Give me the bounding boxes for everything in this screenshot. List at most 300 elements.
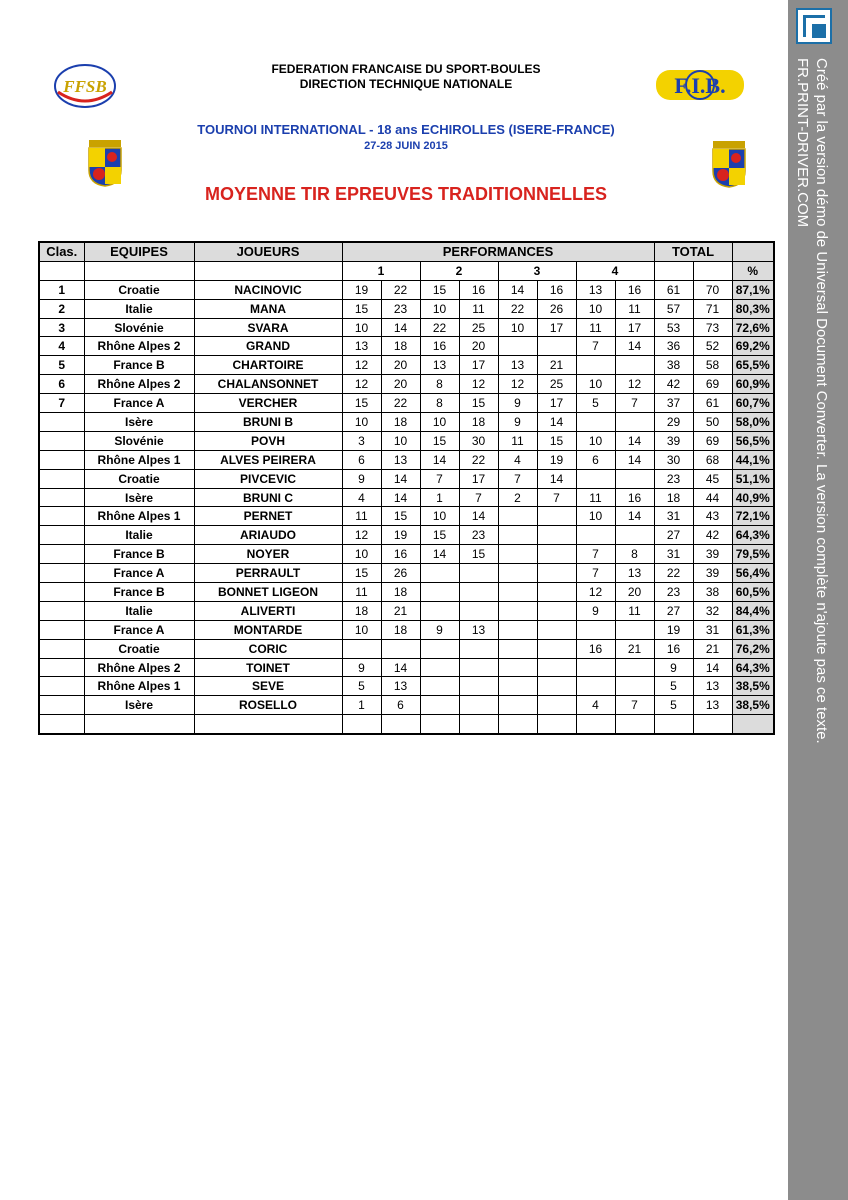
performance-cell: 20 <box>381 375 420 394</box>
total-cell: 13 <box>693 696 732 715</box>
player-cell: PIVCEVIC <box>194 469 342 488</box>
total-cell: 53 <box>654 318 693 337</box>
percentage-cell: 60,5% <box>732 583 774 602</box>
performance-cell: 13 <box>420 356 459 375</box>
subheader-blank <box>194 261 342 280</box>
team-cell: France A <box>84 620 194 639</box>
performance-cell: 17 <box>459 469 498 488</box>
performance-cell: 10 <box>420 413 459 432</box>
page-title: MOYENNE TIR EPREUVES TRADITIONNELLES <box>204 184 608 204</box>
performance-cell: 14 <box>381 318 420 337</box>
subheader-blank <box>39 261 84 280</box>
total-cell: 61 <box>654 280 693 299</box>
performance-cell <box>459 658 498 677</box>
performance-cell: 10 <box>420 299 459 318</box>
performance-cell <box>420 601 459 620</box>
performance-cell <box>615 469 654 488</box>
performance-cell: 13 <box>342 337 381 356</box>
rank-cell: 1 <box>39 280 84 299</box>
player-cell: GRAND <box>194 337 342 356</box>
performance-cell: 14 <box>420 545 459 564</box>
performance-cell: 10 <box>381 431 420 450</box>
performance-cell <box>576 469 615 488</box>
team-cell: Rhône Alpes 1 <box>84 677 194 696</box>
performance-cell: 9 <box>420 620 459 639</box>
performance-cell: 25 <box>537 375 576 394</box>
performance-cell <box>459 677 498 696</box>
team-cell: France B <box>84 583 194 602</box>
percentage-cell: 84,4% <box>732 601 774 620</box>
total-cell: 42 <box>654 375 693 394</box>
performance-cell <box>537 601 576 620</box>
performance-cell <box>498 677 537 696</box>
header-pct-blank <box>732 242 774 261</box>
percentage-cell: 56,4% <box>732 564 774 583</box>
total-cell: 45 <box>693 469 732 488</box>
total-cell: 27 <box>654 601 693 620</box>
table-row <box>39 488 774 507</box>
table-row <box>39 337 774 356</box>
performance-cell: 15 <box>381 507 420 526</box>
results-table <box>38 241 775 735</box>
performance-cell <box>537 545 576 564</box>
performance-cell: 11 <box>576 318 615 337</box>
performance-cell: 16 <box>576 639 615 658</box>
team-cell: Slovénie <box>84 318 194 337</box>
player-cell <box>194 715 342 734</box>
performance-cell: 7 <box>576 545 615 564</box>
total-cell: 14 <box>693 658 732 677</box>
performance-cell: 7 <box>420 469 459 488</box>
percentage-cell: 58,0% <box>732 413 774 432</box>
performance-cell: 16 <box>615 488 654 507</box>
performance-cell: 10 <box>576 431 615 450</box>
performance-cell: 21 <box>537 356 576 375</box>
converter-watermark-sidebar <box>788 0 848 1200</box>
performance-cell: 15 <box>420 431 459 450</box>
table-row <box>39 677 774 696</box>
performance-cell: 23 <box>381 299 420 318</box>
performance-cell: 12 <box>342 356 381 375</box>
rank-cell: 7 <box>39 394 84 413</box>
performance-cell: 14 <box>615 431 654 450</box>
watermark-text <box>793 58 831 744</box>
round-number: 4 <box>576 261 654 280</box>
percentage-cell: 72,1% <box>732 507 774 526</box>
total-cell: 42 <box>693 526 732 545</box>
performance-cell <box>537 715 576 734</box>
rank-cell <box>39 715 84 734</box>
player-cell: CHALANSONNET <box>194 375 342 394</box>
performance-cell: 15 <box>342 564 381 583</box>
performance-cell: 13 <box>498 356 537 375</box>
player-cell: PERRAULT <box>194 564 342 583</box>
total-cell: 13 <box>693 677 732 696</box>
performance-cell <box>342 639 381 658</box>
rank-cell <box>39 507 84 526</box>
rank-cell: 4 <box>39 337 84 356</box>
performance-cell: 7 <box>498 469 537 488</box>
header-joueurs: JOUEURS <box>194 242 342 261</box>
tournament-title: TOURNOI INTERNATIONAL - 18 ans ECHIROLLES (ISERE-FRANCE) <box>197 122 615 137</box>
performance-cell: 20 <box>459 337 498 356</box>
team-cell: Croatie <box>84 280 194 299</box>
performance-cell: 11 <box>459 299 498 318</box>
percentage-cell: 44,1% <box>732 450 774 469</box>
team-cell: Rhône Alpes 2 <box>84 375 194 394</box>
performance-cell: 7 <box>615 696 654 715</box>
performance-cell <box>498 601 537 620</box>
performance-cell <box>498 620 537 639</box>
percentage-cell: 56,5% <box>732 431 774 450</box>
performance-cell: 30 <box>459 431 498 450</box>
total-cell: 31 <box>693 620 732 639</box>
percentage-cell: 72,6% <box>732 318 774 337</box>
performance-cell: 11 <box>615 601 654 620</box>
performance-cell <box>537 639 576 658</box>
total-cell: 36 <box>654 337 693 356</box>
performance-cell: 9 <box>498 394 537 413</box>
performance-cell: 17 <box>615 318 654 337</box>
performance-cell: 10 <box>342 545 381 564</box>
performance-cell: 10 <box>498 318 537 337</box>
player-cell: NACINOVIC <box>194 280 342 299</box>
performance-cell: 15 <box>342 394 381 413</box>
performance-cell <box>498 545 537 564</box>
total-cell: 68 <box>693 450 732 469</box>
table-row <box>39 450 774 469</box>
rank-cell <box>39 564 84 583</box>
performance-cell: 12 <box>576 583 615 602</box>
player-cell: BRUNI B <box>194 413 342 432</box>
performance-cell: 15 <box>537 431 576 450</box>
performance-cell <box>498 583 537 602</box>
performance-cell: 13 <box>381 677 420 696</box>
tournament-dates: 27-28 JUIN 2015 <box>364 140 448 152</box>
player-cell: BRUNI C <box>194 488 342 507</box>
performance-cell <box>342 715 381 734</box>
performance-cell: 14 <box>537 469 576 488</box>
performance-cell <box>576 620 615 639</box>
performance-cell: 19 <box>381 526 420 545</box>
performance-cell <box>537 620 576 639</box>
rank-cell: 3 <box>39 318 84 337</box>
performance-cell: 9 <box>498 413 537 432</box>
total-cell: 5 <box>654 696 693 715</box>
performance-cell <box>459 583 498 602</box>
performance-cell: 12 <box>342 526 381 545</box>
performance-cell: 11 <box>342 507 381 526</box>
performance-cell: 2 <box>498 488 537 507</box>
percentage-cell: 65,5% <box>732 356 774 375</box>
rank-cell <box>39 677 84 696</box>
performance-cell <box>498 639 537 658</box>
percentage-cell: 69,2% <box>732 337 774 356</box>
performance-cell: 20 <box>381 356 420 375</box>
federation-name: FEDERATION FRANCAISE DU SPORT-BOULES <box>271 62 541 76</box>
performance-cell <box>459 696 498 715</box>
total-cell: 32 <box>693 601 732 620</box>
performance-cell <box>615 677 654 696</box>
performance-cell <box>459 564 498 583</box>
player-cell: NOYER <box>194 545 342 564</box>
team-cell: Rhône Alpes 1 <box>84 507 194 526</box>
team-cell: Slovénie <box>84 431 194 450</box>
performance-cell: 9 <box>342 469 381 488</box>
team-cell: Italie <box>84 601 194 620</box>
performance-cell: 16 <box>615 280 654 299</box>
total-cell: 22 <box>654 564 693 583</box>
rank-cell <box>39 658 84 677</box>
performance-cell: 12 <box>498 375 537 394</box>
total-cell: 5 <box>654 677 693 696</box>
percentage-cell <box>732 715 774 734</box>
performance-cell <box>576 658 615 677</box>
performance-cell <box>576 413 615 432</box>
ffsb-logo-text: FFSB <box>63 77 107 96</box>
performance-cell: 6 <box>342 450 381 469</box>
performance-cell: 15 <box>420 280 459 299</box>
performance-cell: 4 <box>342 488 381 507</box>
right-crest-icon <box>709 139 749 189</box>
total-cell: 31 <box>654 507 693 526</box>
performance-cell: 16 <box>537 280 576 299</box>
performance-cell: 22 <box>459 450 498 469</box>
total-cell: 39 <box>693 564 732 583</box>
performance-cell: 14 <box>381 469 420 488</box>
performance-cell <box>498 696 537 715</box>
performance-cell: 10 <box>576 299 615 318</box>
performance-cell: 18 <box>381 620 420 639</box>
total-cell: 70 <box>693 280 732 299</box>
player-cell: CHARTOIRE <box>194 356 342 375</box>
player-cell: CORIC <box>194 639 342 658</box>
header-equipes: EQUIPES <box>84 242 194 261</box>
performance-cell: 26 <box>381 564 420 583</box>
performance-cell <box>420 564 459 583</box>
player-cell: SVARA <box>194 318 342 337</box>
performance-cell: 22 <box>420 318 459 337</box>
team-cell: France A <box>84 564 194 583</box>
performance-cell: 9 <box>342 658 381 677</box>
performance-cell: 14 <box>381 488 420 507</box>
performance-cell: 18 <box>342 601 381 620</box>
performance-cell <box>615 715 654 734</box>
performance-cell: 5 <box>576 394 615 413</box>
table-row <box>39 696 774 715</box>
performance-cell: 6 <box>381 696 420 715</box>
performance-cell: 7 <box>576 564 615 583</box>
percentage-cell: 60,9% <box>732 375 774 394</box>
percentage-cell: 64,3% <box>732 658 774 677</box>
subheader-blank <box>654 261 693 280</box>
performance-cell: 21 <box>381 601 420 620</box>
player-cell: ALIVERTI <box>194 601 342 620</box>
performance-cell: 10 <box>342 620 381 639</box>
performance-cell <box>420 583 459 602</box>
rank-cell: 6 <box>39 375 84 394</box>
performance-cell: 16 <box>420 337 459 356</box>
performance-cell: 11 <box>342 583 381 602</box>
performance-cell: 19 <box>342 280 381 299</box>
subheader-blank <box>693 261 732 280</box>
total-cell: 9 <box>654 658 693 677</box>
performance-cell: 12 <box>459 375 498 394</box>
percentage-cell: 80,3% <box>732 299 774 318</box>
performance-cell <box>537 564 576 583</box>
team-cell: France A <box>84 394 194 413</box>
performance-cell: 10 <box>420 507 459 526</box>
performance-cell <box>420 639 459 658</box>
rank-cell <box>39 431 84 450</box>
performance-cell: 14 <box>459 507 498 526</box>
performance-cell: 1 <box>342 696 381 715</box>
percentage-cell: 38,5% <box>732 677 774 696</box>
performance-cell: 11 <box>498 431 537 450</box>
performance-cell: 1 <box>420 488 459 507</box>
table-row <box>39 526 774 545</box>
total-cell: 52 <box>693 337 732 356</box>
performance-cell: 14 <box>498 280 537 299</box>
team-cell: Rhône Alpes 2 <box>84 658 194 677</box>
team-cell <box>84 715 194 734</box>
performance-cell: 14 <box>420 450 459 469</box>
performance-cell: 14 <box>381 658 420 677</box>
total-cell: 69 <box>693 431 732 450</box>
team-cell: Croatie <box>84 639 194 658</box>
performance-cell: 14 <box>615 507 654 526</box>
player-cell: MONTARDE <box>194 620 342 639</box>
total-cell: 50 <box>693 413 732 432</box>
performance-cell <box>381 639 420 658</box>
team-cell: Rhône Alpes 2 <box>84 337 194 356</box>
team-cell: France B <box>84 356 194 375</box>
rank-cell <box>39 469 84 488</box>
total-cell: 27 <box>654 526 693 545</box>
total-cell: 38 <box>693 583 732 602</box>
total-cell: 71 <box>693 299 732 318</box>
performance-cell: 23 <box>459 526 498 545</box>
performance-cell: 18 <box>381 413 420 432</box>
table-row <box>39 507 774 526</box>
total-cell: 38 <box>654 356 693 375</box>
player-cell: ARIAUDO <box>194 526 342 545</box>
rank-cell <box>39 413 84 432</box>
performance-cell: 9 <box>576 601 615 620</box>
performance-cell <box>537 583 576 602</box>
performance-cell: 18 <box>459 413 498 432</box>
table-row <box>39 658 774 677</box>
performance-cell: 4 <box>576 696 615 715</box>
rank-cell <box>39 450 84 469</box>
header-performances: PERFORMANCES <box>342 242 654 261</box>
total-cell: 29 <box>654 413 693 432</box>
total-cell: 31 <box>654 545 693 564</box>
team-cell: Rhône Alpes 1 <box>84 450 194 469</box>
performance-cell: 11 <box>615 299 654 318</box>
performance-cell: 12 <box>615 375 654 394</box>
table-row <box>39 318 774 337</box>
round-number: 3 <box>498 261 576 280</box>
performance-cell <box>576 677 615 696</box>
table-row <box>39 469 774 488</box>
table-row <box>39 431 774 450</box>
player-cell: SEVE <box>194 677 342 696</box>
left-crest-icon <box>87 138 123 188</box>
performance-cell: 10 <box>576 375 615 394</box>
performance-cell: 22 <box>498 299 537 318</box>
rank-cell: 5 <box>39 356 84 375</box>
table-row <box>39 620 774 639</box>
performance-cell <box>615 356 654 375</box>
performance-cell: 7 <box>459 488 498 507</box>
player-cell: ROSELLO <box>194 696 342 715</box>
team-cell: Italie <box>84 299 194 318</box>
total-cell: 37 <box>654 394 693 413</box>
table-row <box>39 583 774 602</box>
performance-cell: 8 <box>615 545 654 564</box>
performance-cell: 18 <box>381 337 420 356</box>
performance-cell: 22 <box>381 394 420 413</box>
performance-cell: 7 <box>537 488 576 507</box>
total-cell: 19 <box>654 620 693 639</box>
percentage-cell: 87,1% <box>732 280 774 299</box>
performance-cell: 15 <box>459 394 498 413</box>
table-row <box>39 394 774 413</box>
performance-cell <box>498 526 537 545</box>
total-cell: 21 <box>693 639 732 658</box>
percentage-cell: 38,5% <box>732 696 774 715</box>
performance-cell: 4 <box>498 450 537 469</box>
round-number: 1 <box>342 261 420 280</box>
performance-cell: 22 <box>381 280 420 299</box>
direction-name: DIRECTION TECHNIQUE NATIONALE <box>299 77 513 91</box>
ffsb-logo <box>52 62 118 110</box>
percentage-cell: 79,5% <box>732 545 774 564</box>
performance-cell <box>498 337 537 356</box>
performance-cell: 8 <box>420 375 459 394</box>
performance-cell <box>420 677 459 696</box>
performance-cell <box>459 601 498 620</box>
performance-cell: 15 <box>459 545 498 564</box>
percentage-cell: 61,3% <box>732 620 774 639</box>
rank-cell <box>39 620 84 639</box>
total-cell: 18 <box>654 488 693 507</box>
table-row <box>39 564 774 583</box>
performance-cell: 13 <box>459 620 498 639</box>
performance-cell <box>576 526 615 545</box>
performance-cell: 12 <box>342 375 381 394</box>
total-cell: 58 <box>693 356 732 375</box>
performance-cell <box>537 658 576 677</box>
performance-cell: 14 <box>615 337 654 356</box>
player-cell: POVH <box>194 431 342 450</box>
performance-cell: 25 <box>459 318 498 337</box>
performance-cell: 14 <box>615 450 654 469</box>
performance-cell <box>420 715 459 734</box>
team-cell: Isère <box>84 488 194 507</box>
performance-cell: 6 <box>576 450 615 469</box>
performance-cell <box>615 526 654 545</box>
table-row <box>39 715 774 734</box>
percentage-cell: 60,7% <box>732 394 774 413</box>
performance-cell <box>537 507 576 526</box>
performance-cell: 19 <box>537 450 576 469</box>
performance-cell: 17 <box>537 318 576 337</box>
performance-cell <box>576 356 615 375</box>
total-cell: 73 <box>693 318 732 337</box>
percentage-cell: 51,1% <box>732 469 774 488</box>
